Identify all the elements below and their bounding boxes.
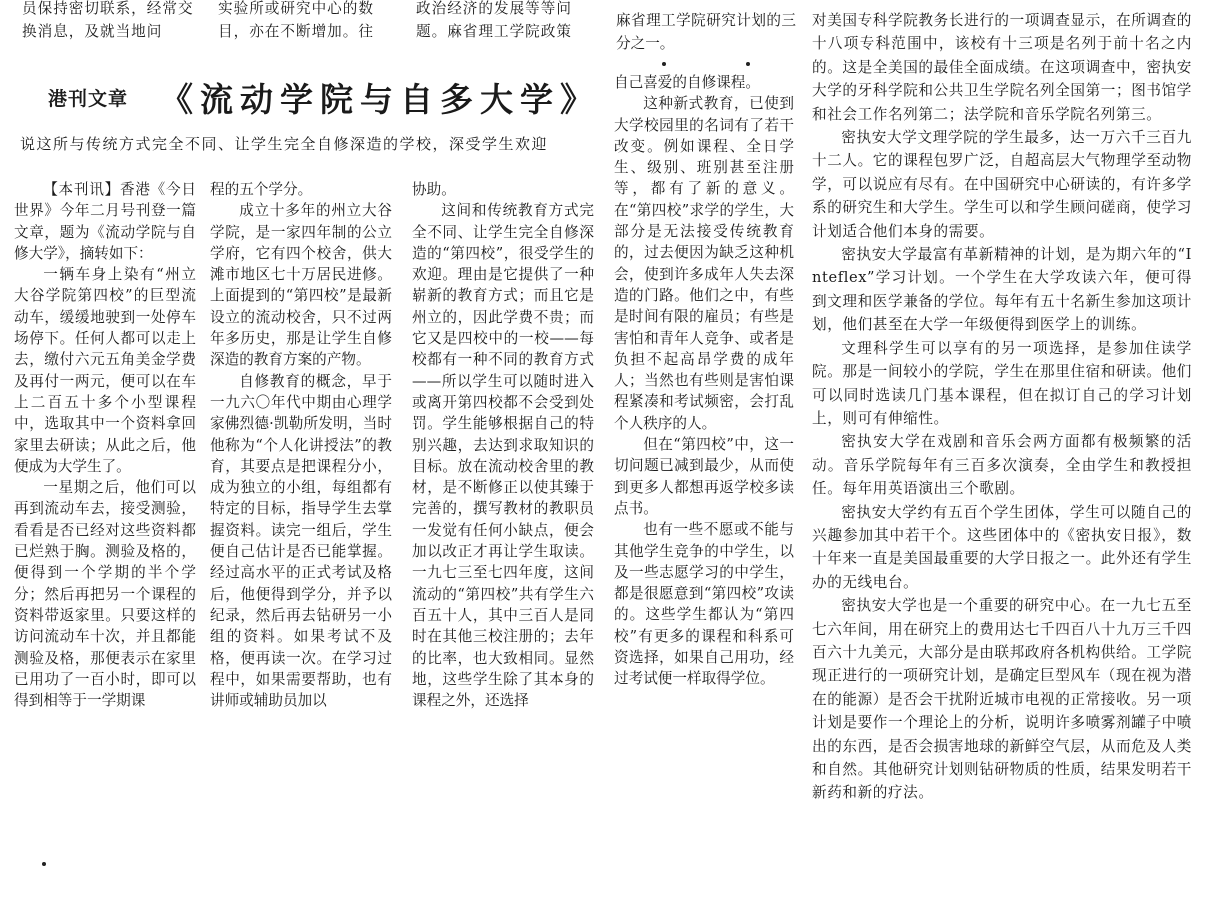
print-speck bbox=[42, 862, 46, 866]
top-fragment-col4 bbox=[616, 9, 796, 55]
paragraph: 这间和传统教育方式完全不同、让学生完全自修深造的“第四校”，很受学生的欢迎。理由是它提供了一种崭新的教育方式；而且它是州立的，因此学费不贵；而它又是四校中的一校——每校都有一种不同的教育方式——所以学生可以随时进入或离开第四校都不会受到处罚。学生能够根据自己的特别兴趣，去达到求取知识的目标。放在流动校舍里的教材，是不断修正以使其臻于完善的，撰写教材的教职员一发觉有任何小缺点，便会加以改正才再让学生取读。一九七三至七四年度，这间流动的“第四校”共有学生六百五十人，其中三百人是同时在其他三校注册的；去年的比率，也大致相同。显然地，这些学生除了其本身的课程之外，还选择 bbox=[412, 202, 594, 710]
paragraph: 密执安大学在戏剧和音乐会两方面都有极频繁的活动。音乐学院每年有三百多次演奏，全由学生和教授担任。每年用英语演出三个歌剧。 bbox=[812, 433, 1192, 498]
paragraph: 密执安大学约有五百个学生团体，学生可以随自己的兴趣参加其中若干个。这些团体中的《密执安日报》，数十年来一直是美国最重要的大学日报之一。此外还有学生办的无线电台。 bbox=[812, 503, 1192, 591]
paragraph: 一辆车身上染有“州立大谷学院第四校”的巨型流动车，缓缓地驶到一处停车场停下。任何人都可以走上去，缴付六元五角美金学费及再付一两元，便可以在车上二百五十多个小型课程中，选取其中一个资料拿回家里去研读；从此之后，他便成为大学生了。 bbox=[14, 266, 196, 475]
article-column-4 bbox=[614, 72, 794, 690]
paragraph: 对美国专科学院教务长进行的一项调查显示，在所调查的十八项专科范围中，该校有十三项是名列于前十名之内的。这是全美国的最佳全面成绩。在这项调查中，密执安大学的牙科学院和公共卫生学院名列全国第一；图书馆学和社会工作名列第二；法学院和音乐学院名列第三。 bbox=[812, 12, 1192, 123]
article-column-2 bbox=[210, 179, 392, 711]
paragraph: 协助。 bbox=[412, 181, 456, 198]
print-speck bbox=[746, 62, 750, 66]
article-column-1 bbox=[14, 179, 196, 711]
top-fragment-col2: 实验所或研究中心的数目，亦在不断增加。往 bbox=[218, 0, 374, 40]
article-kicker: 港刊文章 bbox=[48, 88, 129, 110]
paragraph: 自己喜爱的自修课程。 bbox=[614, 74, 760, 91]
article-column-3 bbox=[412, 179, 594, 711]
paragraph: 也有一些不愿或不能与其他学生竞争的中学生，以及一些志愿学习的中学生，都是很愿意到“第四校”攻读的。这些学生都认为“第四校”有更多的课程和科系可资选择，如果自己用功，经过考试便一样取得学位。 bbox=[614, 521, 794, 688]
article-column-5 bbox=[812, 9, 1192, 805]
top-fragment-col1: 员保持密切联系，经常交换消息，及就当地问 bbox=[22, 0, 194, 40]
paragraph: 自修教育的概念，早于一九六〇年代中期由心理学家佛烈德·凯勒所发明，当时他称为“个人化讲授法”的教育，其要点是把课程分小，成为独立的小组，每组都有特定的目标，指导学生去掌握资料。读完一组后，学生便自己估计是否已能掌握。经过高水平的正式考试及格后，他便得到学分，并予以纪录，然后再去钻研另一小组的资料。如果考试不及格，便再读一次。在学习过程中，如果需要帮助，也有讲师或辅助员加以 bbox=[210, 372, 392, 710]
paragraph: 成立十多年的州立大谷学院，是一家四年制的公立学府，它有四个校舍，供大滩市地区七十万居民进修。上面提到的“第四校”是最新设立的流动校舍，只不过两年多历史，那是让学生自修深造的教育方案的产物。 bbox=[210, 202, 392, 369]
print-speck bbox=[662, 62, 666, 66]
paragraph: 文理科学生可以享有的另一项选择，是参加住读学院。那是一间较小的学院，学生在那里住宿和研读。他们可以同时选读几门基本课程，但在拟订自己的学习计划上，则可有伸缩性。 bbox=[812, 339, 1192, 427]
top-fragment-col4-text: 麻省理工学院研究计划的三分之一。 bbox=[616, 12, 796, 52]
paragraph: 密执安大学也是一个重要的研究中心。在一九七五至七六年间，用在研究上的费用达七千四百八十九万三千四百六十九美元，大部分是由联邦政府各机构供给。工学院现正进行的一项研究计划，是确定巨型风车（现在视为潜在的能源）是否会干扰附近城市电视的正常接收。另一项计划是要作一个理论上的分析，说明许多喷雾剂罐子中喷出的东西，是否会损害地球的新鲜空气层，从而危及人类和自然。其他研究计划则钻研物质的性质，结果发明若干新药和新的疗法。 bbox=[812, 597, 1192, 802]
paragraph: 密执安大学文理学院的学生最多，达一万六千三百九十二人。它的课程包罗广泛，自超高层大气物理学至动物学，可以说应有尽有。在中国研究中心研读的，有许多学系的研究生和大学生。学生可以和学生顾问磋商，使学习计划适合他们本身的需要。 bbox=[812, 129, 1192, 240]
paragraph: 但在“第四校”中，这一切问题已减到最少，从而使到更多人都想再返学校多读点书。 bbox=[614, 436, 794, 517]
paragraph: 【本刊讯】香港《今日世界》今年二月号刊登一篇文章，题为《流动学院与自修大学》，摘转如下： bbox=[14, 181, 196, 262]
top-fragment-col3: 政治经济的发展等等问题。麻省理工学院政策 bbox=[416, 0, 572, 40]
paragraph: 一星期之后，他们可以再到流动车去，接受测验，看看是否已经对这些资料都已烂熟于胸。测验及格的，便得到一个学期的半个学分；然后再把另一个课程的资料带返家里。只要这样的访问流动车十次，并且都能测验及格，那便表示在家里已用功了一百小时，即可以得到相等于一学期课 bbox=[14, 479, 196, 710]
article-subtitle: 说这所与传统方式完全不同、让学生完全自修深造的学校，深受学生欢迎 bbox=[20, 135, 549, 153]
paragraph: 程的五个学分。 bbox=[210, 181, 313, 198]
paragraph: 这种新式教育，已使到大学校园里的名词有了若干改变。例如课程、全日学生、级别、班别甚至注册等，都有了新的意义。在“第四校”求学的学生，大部分是无法接受传统教育的，过去便因为缺乏这种机会，使到许多成年人失去深造的门路。他们之中，有些是时间有限的雇员；有些是害怕和青年人竞争、或者是负担不起高昂学费的成年人；当然也有些则是害怕课程紧凑和考试频密，会打乱个人秩序的人。 bbox=[614, 95, 794, 432]
article-title: 《流动学院与自多大学》 bbox=[160, 80, 600, 119]
paragraph: 密执安大学最富有革新精神的计划，是为期六年的“Inteflex”学习计划。一个学生在大学攻读六年，便可得到文理和医学兼备的学位。每年有五十名新生参加这项计划，他们甚至在大学一年级便得到医学上的训练。 bbox=[812, 246, 1192, 334]
